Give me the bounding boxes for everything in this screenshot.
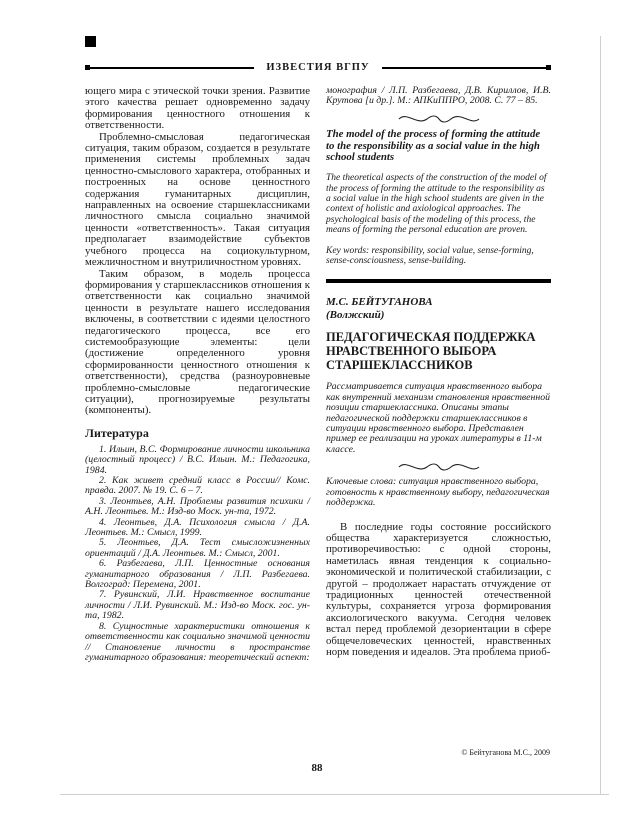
journal-title: ИЗВЕСТИЯ ВГПУ <box>266 62 370 73</box>
article-body-text: В последние годы состояние российского общества характеризуется сложностью, противоречивостью: с одной стороны, наметилась явная тенденция к социально-экономической и политической стабилизации, с другой – продолжает нарастать отчуждение от традиционных ценностей отечественной культуры, сохраняется угроза формирования аксиологического вакуума. Сегодня человек встал перед проблемой дезориентации в сфере общечеловеческих ценностей, нравственных норм поведения и идеалов. Эта проблема приоб- <box>326 520 551 658</box>
reference-item: 3. Леонтьев, А.Н. Проблемы развития психики / А.Н. Леонтьев. М.: Изд-во Моск. ун-та, 1972. <box>85 495 310 518</box>
reference-item: 1. Ильин, В.С. Формирование личности школьника (целостный процесс) / В.С. Ильин. М.: Педагогика, 1984. <box>85 443 310 476</box>
body-paragraph: Проблемно-смысловая педагогическая ситуация, таким образом, создается в результате применения системы проблемных задач ценностно-смыслового характера, отобранных и построенных на основе ценностного содержания гуманитарных дисциплин, направленных на освоение старшеклассниками личностного смысла социально значимой ценности «ответственность». Такая ситуация предполагает взаимодействие субъектов учебного процесса на социокультурном, межличностном и внутриличностном уровнях. <box>85 130 310 269</box>
body-paragraph: Таким образом, в модель процесса формирования у старшеклассников отношения к ответственности как социально значимой ценности в результате нашего исследования включены, в соответствии с идеями целостного педагогического процесса, все его системообразующие элементы: цели (достижение определенного уровня сформированности ценностного отношения к ответственности), средства (разноуровневые проблемно-смысловые педагогические ситуации), прогнозируемые результаты (компоненты). <box>85 267 310 417</box>
reference-item: 8. Сущностные характеристики отношения к ответственности как социально значимой ценности // Становление личности в пространстве гуманитарного образования: теоретический аспект: <box>85 620 310 663</box>
flourish-ornament-icon <box>326 461 551 473</box>
reference-item: 4. Леонтьев, Д.А. Психология смысла / Д.А. Леонтьев. М.: Смысл, 1999. <box>85 516 310 539</box>
page-edge-line <box>60 794 609 795</box>
flourish-ornament-icon <box>326 113 551 125</box>
english-keywords: Key words: responsibility, social value, sense-forming, sense-consciousness, sense-building. <box>326 245 534 267</box>
article-divider-bar <box>326 279 551 283</box>
right-column <box>326 86 551 663</box>
reference-item: 2. Как живет средний класс в России// Комс. правда. 2007. № 19. С. 6 – 7. <box>85 475 310 497</box>
journal-header <box>85 62 551 73</box>
author-name: М.С. БЕЙТУГАНОВА <box>326 296 433 309</box>
article-keywords: Ключевые слова: ситуация нравственного выбора, готовность к нравственному выбору, педагогическая поддержка. <box>326 476 550 509</box>
copyright-notice: © Бейтуганова М.С., 2009 <box>461 748 550 757</box>
article-continuation-text <box>85 86 310 417</box>
page-number: 88 <box>311 762 323 774</box>
header-rule-left <box>90 67 254 69</box>
reference-item: 5. Леонтьев, Д.А. Тест смысложизненных ориентаций / Д.А. Леонтьев. М.: Смысл, 2001. <box>85 537 310 559</box>
left-column <box>85 86 310 663</box>
reference-continuation: монография / Л.П. Разбегаева, Д.В. Кириллов, И.В. Крутова [и др.]. М.: АПКиППРО, 2008. С. 77 – 85. <box>326 85 551 107</box>
article-abstract: Рассматривается ситуация нравственного выбора как внутренний механизм становления нравственной позиции старшеклассника. Описаны этапы педагогической поддержки старшеклассников в ситуации нравственного выбора. Представлен пример ее реализации на уроках литературы в 11-м классе. <box>326 381 551 455</box>
body-paragraph: ющего мира с этической точки зрения. Развитие этого качества решает одновременно задачу формирования ценностного отношения к ответственности. <box>85 85 310 132</box>
literature-heading: Литература <box>85 425 149 440</box>
two-column-layout <box>85 86 551 663</box>
header-square-right <box>546 65 551 70</box>
page-edge-line <box>600 36 601 794</box>
reference-list <box>85 445 310 664</box>
reference-item: 7. Рувинский, Л.И. Нравственное воспитание личности / Л.И. Рувинский. М.: Изд-во Моск. гос. ун-та, 1982. <box>85 589 310 622</box>
article-title: ПЕДАГОГИЧЕСКАЯ ПОДДЕРЖКА НРАВСТВЕННОГО ВЫБОРА СТАРШЕКЛАССНИКОВ <box>326 330 536 373</box>
english-article-title: The model of the process of forming the attitude to the responsibility as a social value in the high school students <box>326 127 541 164</box>
reference-item: 6. Разбегаева, Л.П. Ценностные основания гуманитарного образования / Л.П. Разбегаева. Волгоград: Перемена, 2001. <box>85 558 310 591</box>
author-affiliation: (Волжский) <box>326 308 385 321</box>
corner-square-marker <box>85 36 96 47</box>
header-rule-right <box>382 67 546 69</box>
english-abstract: The theoretical aspects of the construction of the model of the process of forming the attitude to the responsibility as a social value in the high school students are given in the context of holistic and axiological approaches. The psychological basis of the modeling of this process, the means of forming the personal education are proven. <box>326 173 547 236</box>
